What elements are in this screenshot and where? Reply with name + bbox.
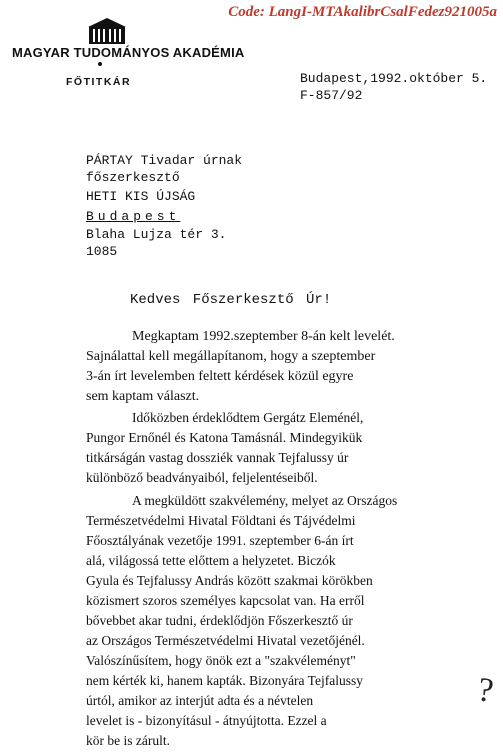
recipient-name: PÁRTAY Tivadar úrnak bbox=[86, 153, 243, 168]
paragraph-3-line: Valószínűsítem, hogy önök ezt a "szakvéleményt" bbox=[86, 653, 356, 668]
paragraph-1-line: sem kaptam választ. bbox=[86, 389, 200, 404]
paragraph-1-line: 3-án írt levelemben feltett kérdések közül egyre bbox=[86, 369, 354, 384]
academy-building-logo bbox=[88, 18, 126, 44]
recipient-city: Budapest bbox=[86, 209, 181, 224]
department-name: FŐTITKÁR bbox=[66, 76, 132, 88]
recipient-street: Blaha Lujza tér 3. bbox=[86, 227, 227, 242]
paragraph-3-line: levelet is - bizonyításul - átnyújtotta. Ezzel a bbox=[86, 713, 327, 728]
paragraph-1 bbox=[86, 327, 436, 407]
paragraph-3-line: A megküldött szakvélemény, melyet az Országos bbox=[132, 493, 398, 508]
paragraph-3-line: közismert szoros személyes kapcsolat van. Ha erről bbox=[86, 593, 365, 608]
paragraph-2-line: Időközben érdeklődtem Gergátz Eleménél, bbox=[132, 410, 364, 425]
paragraph-2 bbox=[86, 408, 436, 488]
reference-number: F-857/92 bbox=[300, 88, 363, 103]
paragraph-3 bbox=[86, 491, 436, 751]
paragraph-1-line: Megkaptam 1992.szeptember 8-án kelt levelét. bbox=[132, 329, 395, 344]
paragraph-3-line: kör be is zárult. bbox=[86, 733, 170, 748]
paragraph-3-line: az Országos Természetvédelmi Hivatal vezetőjénél. bbox=[86, 633, 365, 648]
recipient-organization: HETI KIS ÚJSÁG bbox=[86, 189, 196, 204]
paragraph-3-line: nem kérték ki, hanem kapták. Bizonyára Tejfalussy bbox=[86, 673, 363, 688]
paragraph-2-line: Pungor Ernőnél és Katona Tamásnál. Mindegyikük bbox=[86, 430, 363, 445]
paragraph-3-line: Gyula és Tejfalussy András között szakmai körökben bbox=[86, 573, 373, 588]
paragraph-3-line: Főosztályának vezetője 1991. szeptember 6-án írt bbox=[86, 533, 354, 548]
date-line: Budapest,1992.október 5. bbox=[300, 71, 488, 86]
paragraph-3-line: bővebbet akar tudni, érdeklődjön Főszerkesztő úr bbox=[86, 613, 353, 628]
header-dot bbox=[98, 62, 102, 66]
paragraph-1-line: Sajnálattal kell megállapítanom, hogy a szeptember bbox=[86, 349, 376, 364]
paragraph-3-line: úrtól, amikor az interjút adta és a névtelen bbox=[86, 693, 314, 708]
institution-name: MAGYAR TUDOMÁNYOS AKADÉMIA bbox=[12, 45, 245, 60]
archive-code-stamp: Code: LangI-MTAkalibrCsalFedez921005a bbox=[228, 4, 497, 20]
recipient-title: főszerkesztő bbox=[86, 170, 180, 185]
paragraph-3-line: Természetvédelmi Hivatal Földtani és Tájvédelmi bbox=[86, 513, 356, 528]
paragraph-2-line: különböző beadványaiból, feljelentéseiből. bbox=[86, 470, 318, 485]
paragraph-2-line: titkárságán vastag dossziék vannak Tejfalussy úr bbox=[86, 450, 349, 465]
recipient-zip: 1085 bbox=[86, 244, 118, 259]
paragraph-3-line: alá, világossá tette előttem a helyzetet. Biczók bbox=[86, 553, 336, 568]
salutation: Kedves Főszerkesztő Úr! bbox=[130, 292, 332, 308]
handwritten-question-mark: ? bbox=[475, 671, 496, 710]
